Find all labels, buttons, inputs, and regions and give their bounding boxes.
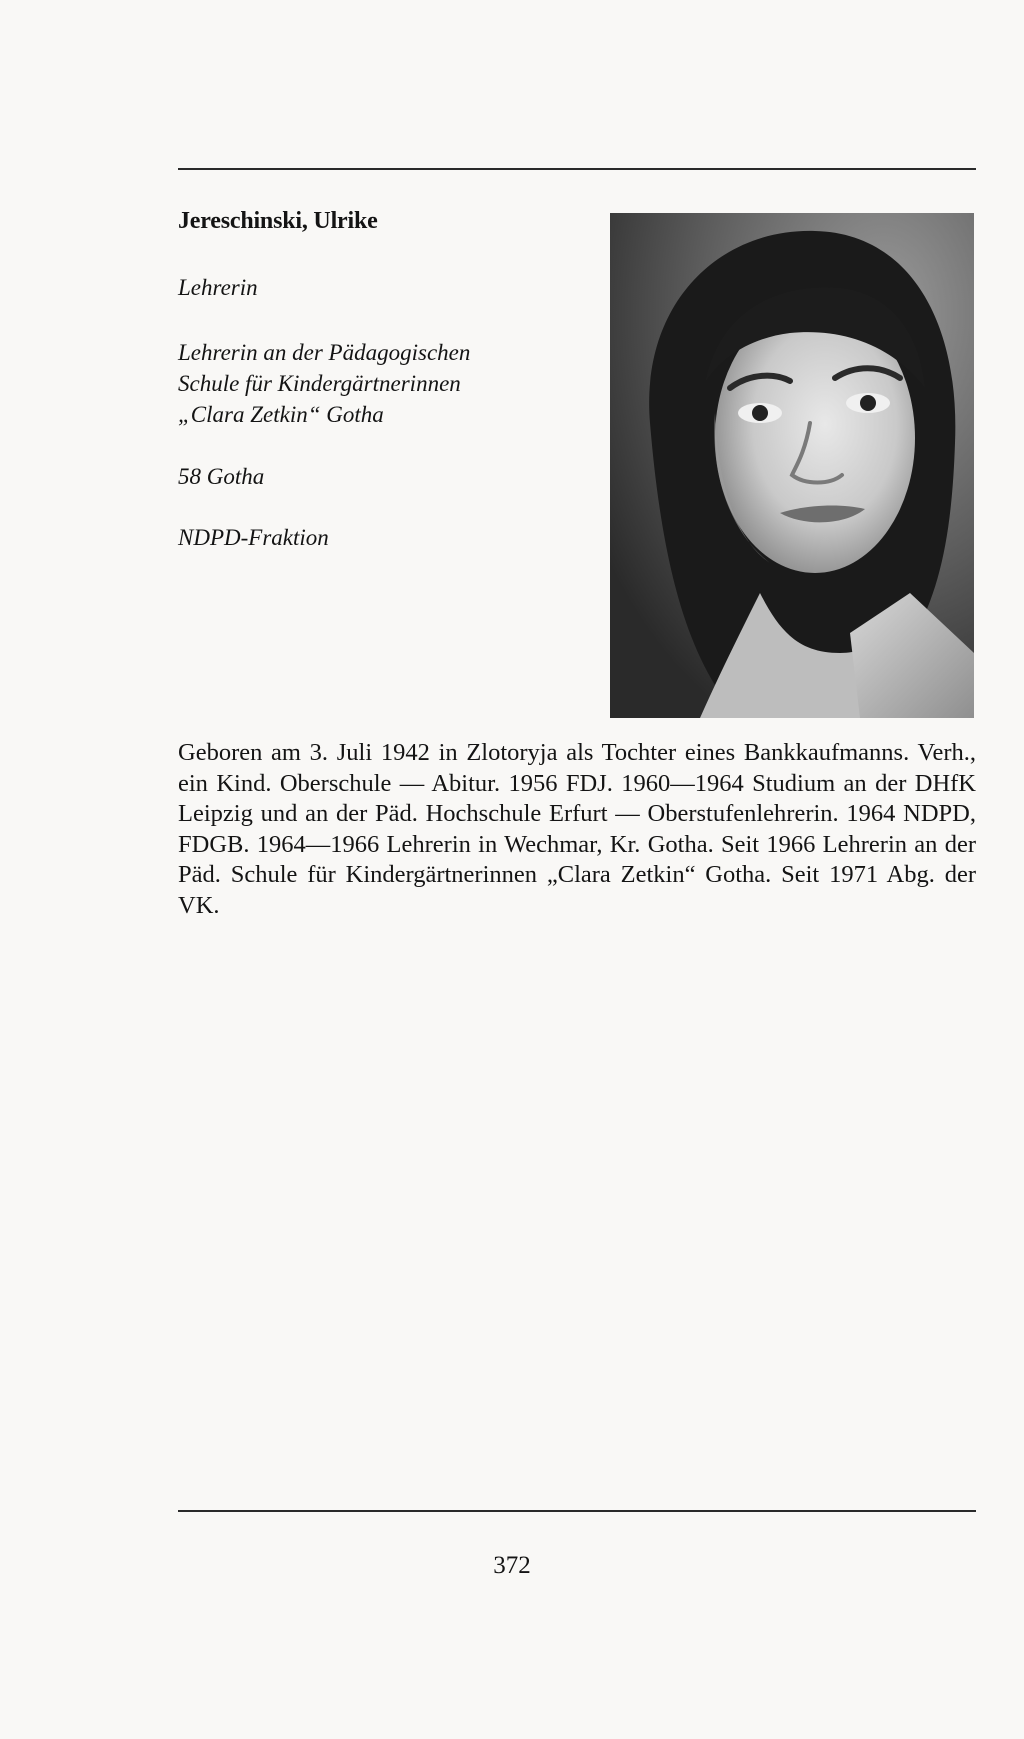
entry-name: Jereschinski, Ulrike <box>178 208 378 234</box>
constituency: 58 Gotha <box>178 464 265 489</box>
position-block <box>178 337 470 430</box>
portrait-photo-icon <box>610 213 974 718</box>
position-line: Schule für Kindergärtnerinnen <box>178 371 461 396</box>
faction: NDPD-Fraktion <box>178 525 329 550</box>
bottom-rule <box>178 1510 976 1512</box>
biography: Geboren am 3. Juli 1942 in Zlotoryja als Tochter eines Bankkaufmanns. Verh., ein Kind. Oberschule — Abitur. 1956 FDJ. 1960—1964 Studium an der DHfK Leipzig und an der Päd. Hochschule Erfurt — Oberstufenlehrerin. 1964 NDPD, FDGB. 1964—1966 Lehrerin in Wechmar, Kr. Gotha. Seit 1966 Lehrerin an der Päd. Schule für Kindergärtnerinnen „Clara Zetkin“ Gotha. Seit 1971 Abg. der VK. <box>178 739 976 919</box>
page-number: 372 <box>493 1552 531 1579</box>
portrait-photo <box>610 213 974 718</box>
profession: Lehrerin <box>178 275 258 300</box>
position-line: Lehrerin an der Pädagogischen <box>178 340 471 365</box>
position-line: „Clara Zetkin“ Gotha <box>178 402 384 427</box>
top-rule <box>178 168 976 170</box>
